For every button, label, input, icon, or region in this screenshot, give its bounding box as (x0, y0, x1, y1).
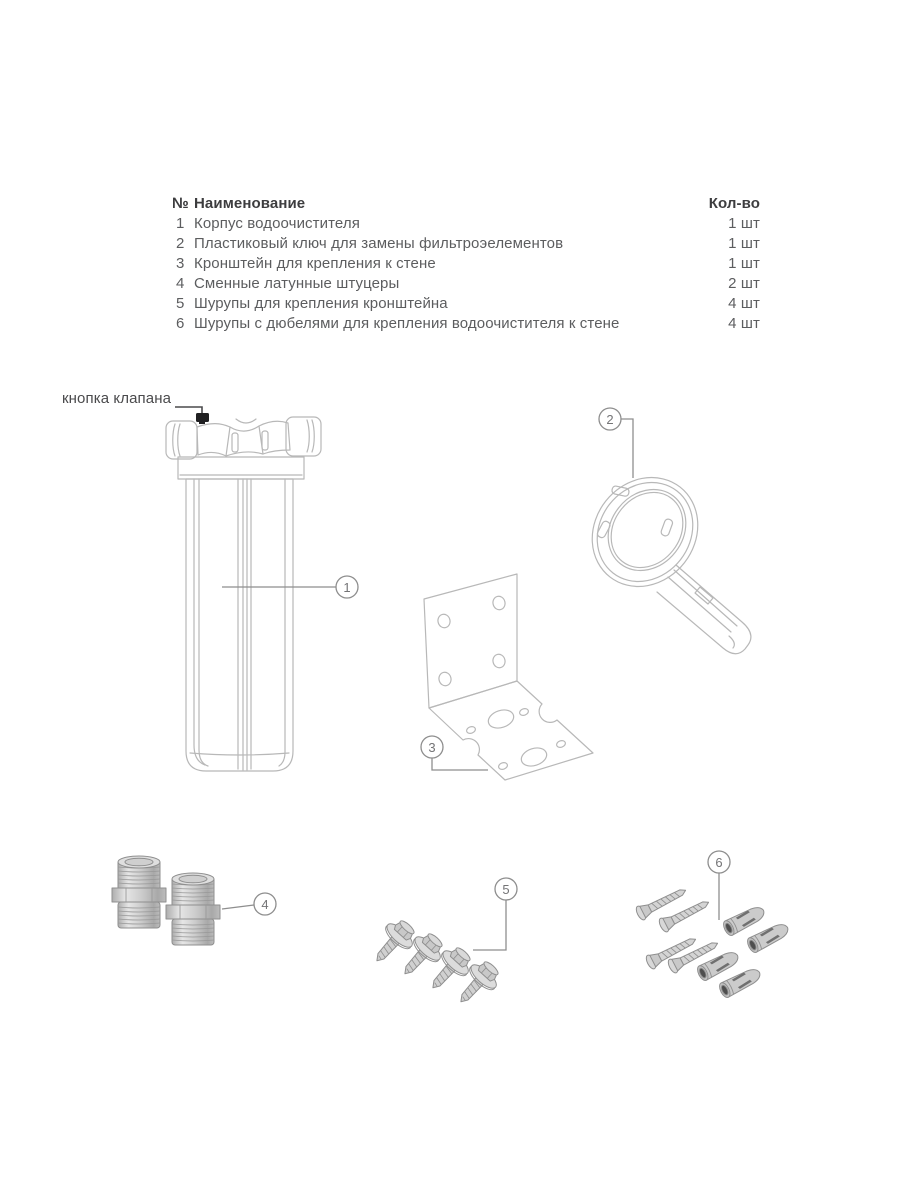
brass-fitting (166, 873, 220, 945)
part-qty: 2 шт (728, 275, 760, 292)
callout-2 (599, 408, 633, 478)
callout-number: 3 (428, 740, 436, 755)
callout-leader (473, 900, 506, 950)
col-header-qty: Кол-во (708, 195, 760, 212)
part-name: Шурупы для крепления кронштейна (194, 295, 448, 312)
filter-head-left-port (166, 421, 197, 459)
callout-number: 4 (261, 897, 269, 912)
part-qty: 1 шт (728, 215, 760, 232)
callout-number: 2 (606, 412, 614, 427)
valve-label-leader (175, 407, 202, 414)
wrench-drawing (571, 456, 751, 653)
part-name: Корпус водоочистителя (194, 215, 360, 232)
valve-button (196, 413, 209, 422)
part-number: 1 (176, 215, 185, 232)
screws-drawing (365, 914, 505, 1012)
filter-body (186, 479, 293, 771)
callout-number: 5 (502, 882, 510, 897)
brass-fitting (112, 856, 166, 928)
bracket-vertical-plate (424, 574, 517, 708)
part-name: Кронштейн для крепления к стене (194, 255, 436, 272)
part-name: Сменные латунные штуцеры (194, 275, 400, 292)
dowel-anchor (745, 920, 791, 954)
part-number: 5 (176, 295, 185, 312)
callout-leader (621, 419, 633, 478)
filter-housing-drawing (166, 417, 321, 771)
bracket-drawing (424, 574, 593, 780)
callout-4 (222, 893, 276, 915)
callout-3 (421, 736, 488, 770)
valve-button-stem (199, 421, 205, 424)
part-qty: 1 шт (728, 255, 760, 272)
screws-dowels-drawing (634, 884, 791, 1000)
callout-leader (222, 905, 254, 909)
wrench-handle (657, 565, 751, 654)
part-number: 2 (176, 235, 185, 252)
part-qty: 1 шт (728, 235, 760, 252)
part-qty: 4 шт (728, 295, 760, 312)
col-header-name: Наименование (194, 195, 306, 212)
filter-collar (178, 457, 304, 479)
callout-number: 1 (343, 580, 351, 595)
part-number: 4 (176, 275, 185, 292)
callout-leader (432, 758, 488, 770)
part-number: 6 (176, 315, 185, 332)
part-name: Шурупы с дюбелями для крепления водоочистителя к стене (194, 315, 620, 332)
filter-head-right-port (286, 417, 321, 456)
callout-5 (473, 878, 517, 950)
bracket-horizontal-plate (429, 681, 593, 780)
col-header-num: № (172, 195, 189, 212)
part-qty: 4 шт (728, 315, 760, 332)
fittings-drawing (112, 856, 220, 945)
wrench-ring (571, 456, 720, 607)
callout-6 (708, 851, 730, 920)
part-name: Пластиковый ключ для замены фильтроэелементов (194, 235, 564, 252)
valve-button-label: кнопка клапана (62, 390, 172, 407)
dowel-anchor (721, 903, 767, 937)
part-number: 3 (176, 255, 185, 272)
callout-number: 6 (715, 855, 723, 870)
